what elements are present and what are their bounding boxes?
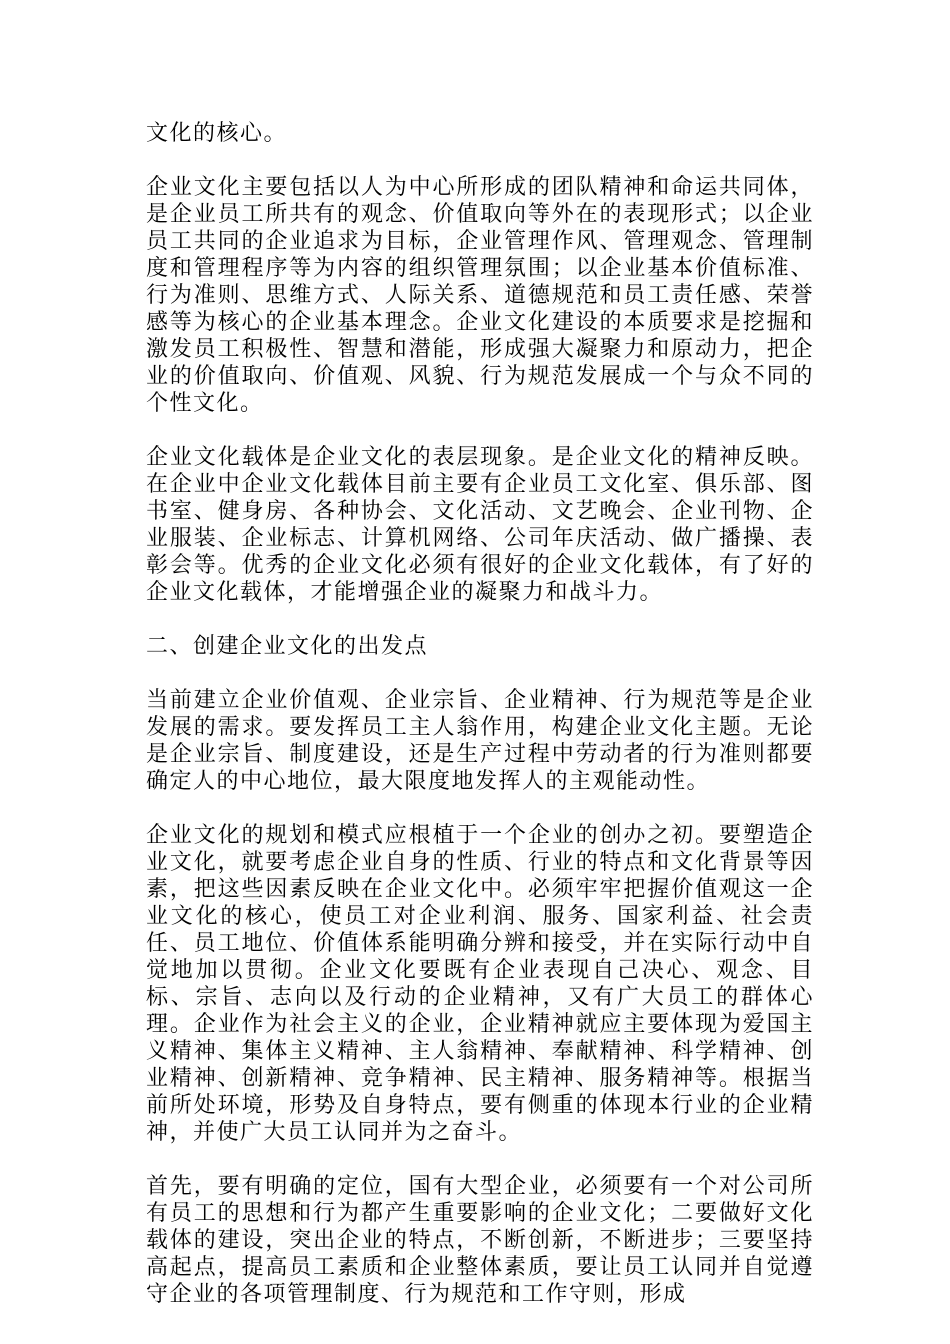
paragraph-text: 当前建立企业价值观、企业宗旨、企业精神、行为规范等是企业发展的需求。要发挥员工主人翁作用，构建企业文化主题。无论是企业宗旨、制度建设，还是生产过程中劳动者的行为准则都要确定人的中心地位，最大限度地发挥人的主观能动性。 — [146, 688, 814, 794]
paragraph-text: 文化的核心。 — [146, 121, 288, 146]
paragraph-text: 企业文化载体是企业文化的表层现象。是企业文化的精神反映。在企业中企业文化载体目前主要有企业员工文化室、俱乐部、图书室、健身房、各种协会、文化活动、文艺晚会、企业刊物、企业服装、企业标志、计算机网络、公司年庆活动、做广播操、表彰会等。优秀的企业文化必须有很好的企业文化载体，有了好的企业文化载体，才能增强企业的凝聚力和战斗力。 — [146, 445, 814, 605]
paragraph-text: 首先，要有明确的定位，国有大型企业，必须要有一个对公司所有员工的思想和行为都产生重要影响的企业文化；二要做好文化载体的建设，突出企业的特点，不断创新，不断进步；三要坚持高起点，提高员工素质和企业整体素质，要让员工认同并自觉遵守企业的各项管理制度、行为规范和工作守则，形成 — [146, 1174, 814, 1307]
section-heading: 二、创建企业文化的出发点 — [146, 634, 429, 659]
paragraph-text: 企业文化的规划和模式应根植于一个企业的创办之初。要塑造企业文化，就要考虑企业自身的性质、行业的特点和文化背景等因素，把这些因素反映在企业文化中。必须牢牢把握价值观这一企业文化的核心，使员工对企业利润、服务、国家利益、社会责任、员工地位、价值体系能明确分辨和接受，并在实际行动中自觉地加以贯彻。企业文化要既有企业表现自己决心、观念、目标、宗旨、志向以及行动的企业精神，又有广大员工的群体心理。企业作为社会主义的企业，企业精神就应主要体现为爱国主义精神、集体主义精神、主人翁精神、奉献精神、科学精神、创业精神、创新精神、竞争精神、民主精神、服务精神等。根据当前所处环境，形势及自身特点，要有侧重的体现本行业的企业精神，并使广大员工认同并为之奋斗。 — [146, 823, 814, 1145]
document-body — [146, 120, 814, 1308]
paragraph-text: 企业文化主要包括以人为中心所形成的团队精神和命运共同体，是企业员工所共有的观念、价值取向等外在的表现形式；以企业员工共同的企业追求为目标，企业管理作风、管理观念、管理制度和管理程序等为内容的组织管理氛围；以企业基本价值标准、行为准则、思维方式、人际关系、道德规范和员工责任感、荣誉感等为核心的企业基本理念。企业文化建设的本质要求是挖掘和激发员工积极性、智慧和潜能，形成强大凝聚力和原动力，把企业的价值取向、价值观、风貌、行为规范发展成一个与众不同的个性文化。 — [146, 175, 814, 416]
